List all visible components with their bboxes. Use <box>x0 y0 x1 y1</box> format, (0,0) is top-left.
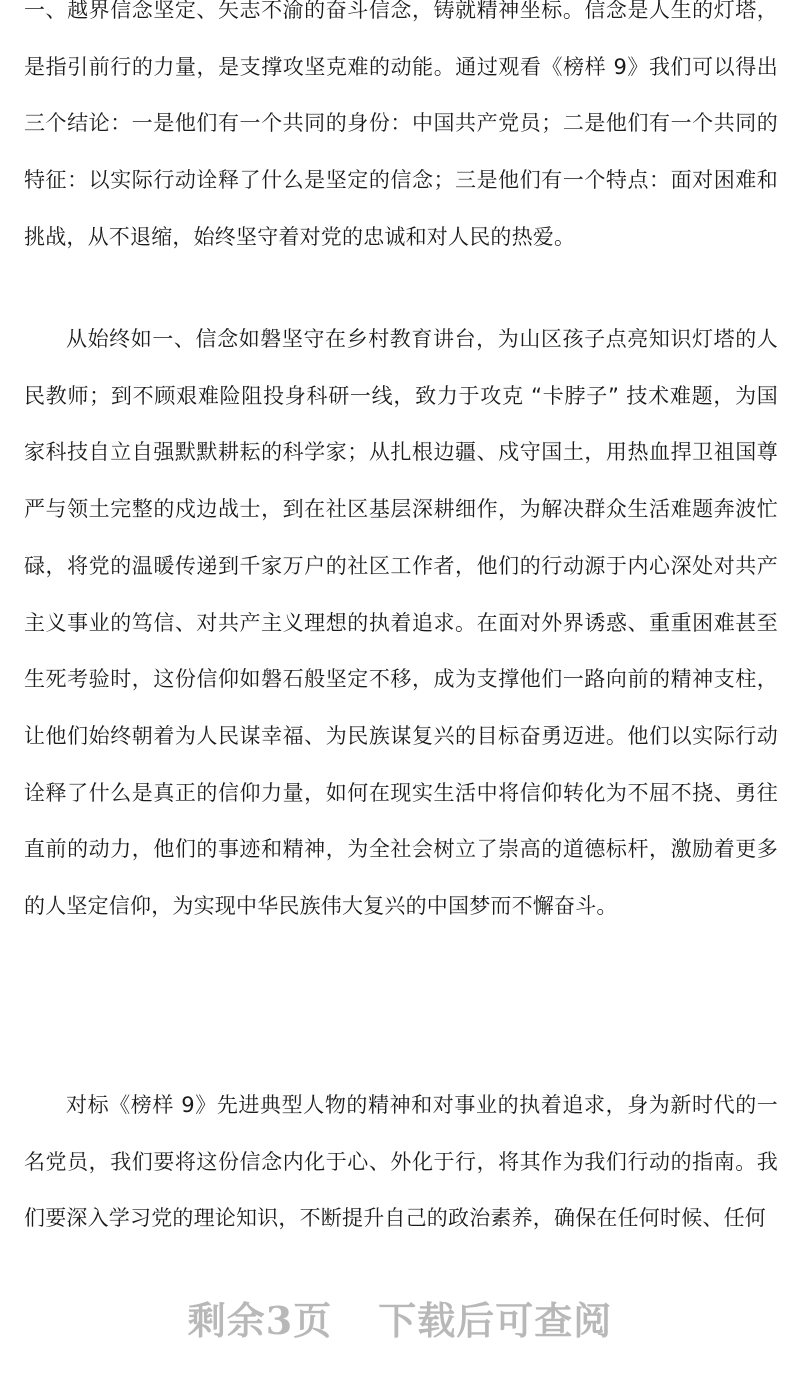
paragraph-1: 一、越界信念坚定、矢志不渝的奋斗信念，铸就精神坐标。信念是人生的灯塔，是指引前行的力量，是支撑攻坚克难的动能。通过观看《榜样 9》我们可以得出三个结论：一是他们有一个共同的身份：中国共产党员；二是他们有一个共同的特征：以实际行动诠释了什么是坚定的信念；三是他们有一个特点：面对困难和挑战，从不退缩，始终坚守着对党的忠诚和对人民的热爱。 <box>24 0 778 249</box>
paragraph-2: 从始终如一、信念如磐坚守在乡村教育讲台，为山区孩子点亮知识灯塔的人民教师；到不顾艰难险阻投身科研一线，致力于攻克 “卡脖子” 技术难题，为国家科技自立自强默默耕耘的科学家；从扎根边疆、戍守国土，用热血捍卫祖国尊严与领土完整的戍边战士，到在社区基层深耕细作，为解决群众生活难题奔波忙碌，将党的温暖传递到千家万户的社区工作者，他们的行动源于内心深处对共产主义事业的笃信、对共产主义理想的执着追求。在面对外界诱惑、重重困难甚至生死考验时，这份信仰如磐石般坚定不移，成为支撑他们一路向前的精神支柱，让他们始终朝着为人民谋幸福、为民族谋复兴的目标奋勇迈进。他们以实际行动诠释了什么是真正的信仰力量，如何在现实生活中将信仰转化为不屈不挠、勇往直前的动力，他们的事迹和精神，为全社会树立了崇高的道德标杆，激励着更多的人坚定信仰，为实现中华民族伟大复兴的中国梦而不懈奋斗。 <box>24 327 778 919</box>
download-hint-label: 下载后可查阅 <box>378 1298 613 1343</box>
remaining-pages-label: 剩余3页 <box>187 1298 333 1343</box>
remaining-pages-banner[interactable] <box>0 1290 800 1345</box>
paragraph-3: 对标《榜样 9》先进典型人物的精神和对事业的执着追求，身为新时代的一名党员，我们要将这份信念内化于心、外化于行，将其作为我们行动的指南。我们要深入学习党的理论知识，不断提升自己的政治素养，确保在任何时候、任何 <box>24 1093 778 1231</box>
